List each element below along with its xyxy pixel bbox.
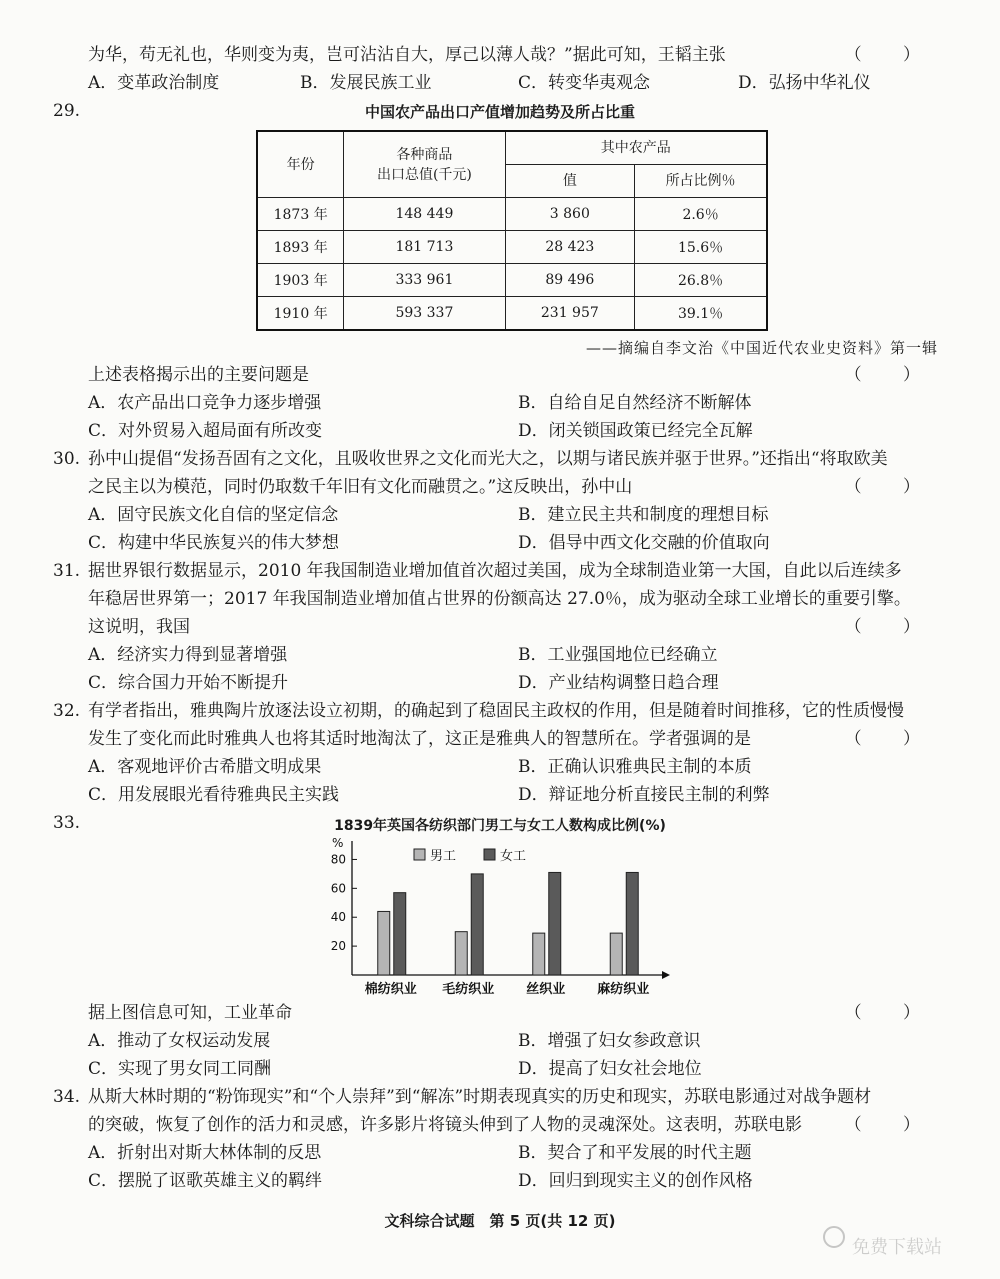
q28-option-c[interactable]: C．转变华夷观念 (518, 73, 651, 93)
q32-stem-line2: 发生了变化而此时雅典人也将其适时地淘汰了，这正是雅典人的智慧所在。学者强调的是 (88, 729, 751, 749)
bar-female (626, 872, 638, 975)
q28-options (88, 70, 940, 96)
legend-label: 女工 (500, 849, 527, 864)
q32-number: 32. (53, 701, 81, 721)
cell-total: 148 449 (344, 198, 505, 231)
legend-swatch (484, 849, 495, 860)
bar-female (549, 872, 561, 975)
table-header-ratio: 所占比例％ (635, 165, 767, 198)
cell-ratio: 2.6％ (635, 198, 767, 231)
table-row (257, 231, 767, 264)
q34-answer-paren[interactable]: （ ） (844, 1115, 938, 1135)
q29-source-citation: ——摘编自李文治《中国近代农业史资料》第一辑 (585, 339, 938, 357)
q29-number: 29. (53, 101, 81, 121)
watermark-logo (812, 1195, 972, 1265)
q30-options-row2 (88, 530, 940, 556)
y-tick-label: 60 (330, 881, 346, 896)
q32-option-a[interactable]: A．客观地评价古希腊文明成果 (88, 757, 322, 777)
q31-options-row2 (88, 670, 940, 696)
q28-answer-paren[interactable]: （ ） (844, 45, 938, 65)
q29-answer-paren[interactable]: （ ） (844, 365, 938, 385)
q34-stem-line1: 从斯大林时期的“粉饰现实”和“个人崇拜”到“解冻”时期表现真实的历史和现实，苏联电影通过对战争题材 (88, 1087, 872, 1107)
q29-option-d[interactable]: D．闭关锁国政策已经完全瓦解 (518, 421, 753, 441)
table-header-agri: 其中农产品 (505, 131, 767, 165)
q32-option-b[interactable]: B．正确认识雅典民主制的本质 (518, 757, 752, 777)
table-header-value: 值 (505, 165, 635, 198)
q33-option-d[interactable]: D．提高了妇女社会地位 (518, 1059, 702, 1079)
q33-option-c[interactable]: C．实现了男女同工同酬 (88, 1059, 272, 1079)
q32-options-row2 (88, 782, 940, 808)
q34-options-row2 (88, 1168, 940, 1194)
x-tick-label: 毛纺织业 (442, 982, 495, 997)
q28-stem-line1: 为华，苟无礼也，华则变为夷，岂可沾沾自大，厚己以薄人哉？”据此可知，王韬主张 (88, 45, 726, 65)
q31-options-row1 (88, 642, 940, 668)
q29-option-c[interactable]: C．对外贸易入超局面有所改变 (88, 421, 323, 441)
q33-option-a[interactable]: A．推动了女权运动发展 (88, 1031, 271, 1051)
q34-option-b[interactable]: B．契合了和平发展的时代主题 (518, 1143, 752, 1163)
q32-stem-line1: 有学者指出，雅典陶片放逐法设立初期，的确起到了稳固民主政权的作用，但是随着时间推移，它的性质慢慢 (88, 701, 904, 721)
table-header-total (344, 131, 505, 198)
x-axis-arrow (662, 971, 670, 979)
q31-stem-line3: 这说明，我国 (88, 617, 190, 637)
q30-option-b[interactable]: B．建立民主共和制度的理想目标 (518, 505, 769, 525)
q29-table-title: 中国农产品出口产值增加趋势及所占比重 (364, 103, 635, 121)
y-axis-label: % (332, 836, 344, 850)
q33-option-b[interactable]: B．增强了妇女参政意识 (518, 1031, 701, 1051)
q31-option-a[interactable]: A．经济实力得到显著增强 (88, 645, 288, 665)
y-tick-label: 80 (330, 852, 346, 867)
x-tick-label: 丝织业 (526, 982, 566, 997)
q30-stem-line2: 之民主以为模范，同时仍取数千年旧有文化而融贯之。”这反映出，孙中山 (88, 477, 633, 497)
q29-stem: 上述表格揭示出的主要问题是 (88, 365, 309, 385)
bar-female (394, 893, 406, 975)
cell-value: 89 496 (505, 264, 635, 297)
q31-number: 31. (53, 561, 81, 581)
q33-number: 33. (53, 813, 81, 833)
cell-value: 3 860 (505, 198, 635, 231)
cell-year: 1903 年 (257, 264, 344, 297)
table-row (257, 198, 767, 231)
legend-label: 男工 (430, 849, 457, 864)
q33-answer-paren[interactable]: （ ） (844, 1003, 938, 1023)
q28-option-a[interactable]: A．变革政治制度 (88, 73, 220, 93)
cell-year: 1893 年 (257, 231, 344, 264)
bar-male (455, 932, 467, 975)
q32-option-c[interactable]: C．用发展眼光看待雅典民主实践 (88, 785, 340, 805)
bar-male (533, 933, 545, 975)
x-tick-label: 棉纺织业 (364, 982, 417, 997)
bar-male (378, 911, 390, 975)
q30-options-row1 (88, 502, 940, 528)
q30-option-d[interactable]: D．倡导中西文化交融的价值取向 (518, 533, 770, 553)
q34-number: 34. (53, 1087, 81, 1107)
bar-male (610, 933, 622, 975)
q34-option-c[interactable]: C．摆脱了讴歌英雄主义的羁绊 (88, 1171, 323, 1191)
q31-option-b[interactable]: B．工业强国地位已经确立 (518, 645, 718, 665)
q31-option-c[interactable]: C．综合国力开始不断提升 (88, 673, 289, 693)
table-header-total-line2: 出口总值(千元) (376, 166, 472, 183)
page-footer: 文科综合试题 第 5 页(共 12 页) (384, 1212, 616, 1230)
q30-option-c[interactable]: C．构建中华民族复兴的伟大梦想 (88, 533, 340, 553)
q30-option-a[interactable]: A．固守民族文化自信的坚定信念 (88, 505, 339, 525)
bar-female (471, 874, 483, 975)
table-row (257, 297, 767, 331)
q32-option-d[interactable]: D．辩证地分析直接民主制的利弊 (518, 785, 770, 805)
q30-answer-paren[interactable]: （ ） (844, 477, 938, 497)
table-header-total-line1: 各种商品 (396, 146, 453, 163)
q31-option-d[interactable]: D．产业结构调整日趋合理 (518, 673, 719, 693)
cell-total: 181 713 (344, 231, 505, 264)
q33-chart-title: 1839年英国各纺织部门男工与女工人数构成比例(%) (334, 818, 666, 834)
q30-number: 30. (53, 449, 81, 469)
watermark-logo-icon (812, 1195, 972, 1265)
q32-options-row1 (88, 754, 940, 780)
x-tick-label: 麻纺织业 (597, 982, 650, 997)
q29-option-a[interactable]: A．农产品出口竞争力逐步增强 (88, 393, 322, 413)
cell-ratio: 15.6％ (635, 231, 767, 264)
q30-stem-line1: 孙中山提倡“发扬吾固有之文化，且吸收世界之文化而光大之，以期与诸民族并驱于世界。”还指出“将取欧美 (88, 449, 888, 469)
cell-total: 593 337 (344, 297, 505, 331)
cell-ratio: 26.8％ (635, 264, 767, 297)
q29-option-b[interactable]: B．自给自足自然经济不断解体 (518, 393, 752, 413)
q31-stem-line2: 年稳居世界第一；2017 年我国制造业增加值占世界的份额高达 27.0％，成为驱动全球工业增长的重要引擎。 (88, 589, 911, 609)
cell-value: 231 957 (505, 297, 635, 331)
q34-options-row1 (88, 1140, 940, 1166)
q29-export-table (256, 130, 768, 331)
cell-year: 1873 年 (257, 198, 344, 231)
y-tick-label: 40 (330, 910, 346, 925)
q31-answer-paren[interactable]: （ ） (844, 617, 938, 637)
q33-options-row1 (88, 1028, 940, 1054)
cell-year: 1910 年 (257, 297, 344, 331)
q29-options-row1 (88, 390, 940, 416)
y-tick-label: 20 (330, 939, 346, 954)
table-row (257, 264, 767, 297)
cell-value: 28 423 (505, 231, 635, 264)
cell-ratio: 39.1％ (635, 297, 767, 331)
legend-swatch (414, 849, 425, 860)
q34-option-a[interactable]: A．折射出对斯大林体制的反思 (88, 1143, 322, 1163)
q33-options-row2 (88, 1056, 940, 1082)
q33-stem: 据上图信息可知，工业革命 (88, 1003, 292, 1023)
q32-answer-paren[interactable]: （ ） (844, 729, 938, 749)
q34-stem-line2: 的突破，恢复了创作的活力和灵感，许多影片将镜头伸到了人物的灵魂深处。这表明，苏联电影 (88, 1115, 802, 1135)
table-header-year: 年份 (257, 131, 344, 198)
q34-option-d[interactable]: D．回归到现实主义的创作风格 (518, 1171, 753, 1191)
q31-stem-line1: 据世界银行数据显示，2010 年我国制造业增加值首次超过美国，成为全球制造业第一大国，自此以后连续多 (88, 561, 902, 581)
q33-bar-chart (300, 835, 680, 1000)
q29-options-row2 (88, 418, 940, 444)
q28-option-d[interactable]: D．弘扬中华礼仪 (738, 73, 871, 93)
q28-option-b[interactable]: B．发展民族工业 (300, 73, 432, 93)
watermark-text: 免费下载站 (852, 1237, 942, 1258)
cell-total: 333 961 (344, 264, 505, 297)
